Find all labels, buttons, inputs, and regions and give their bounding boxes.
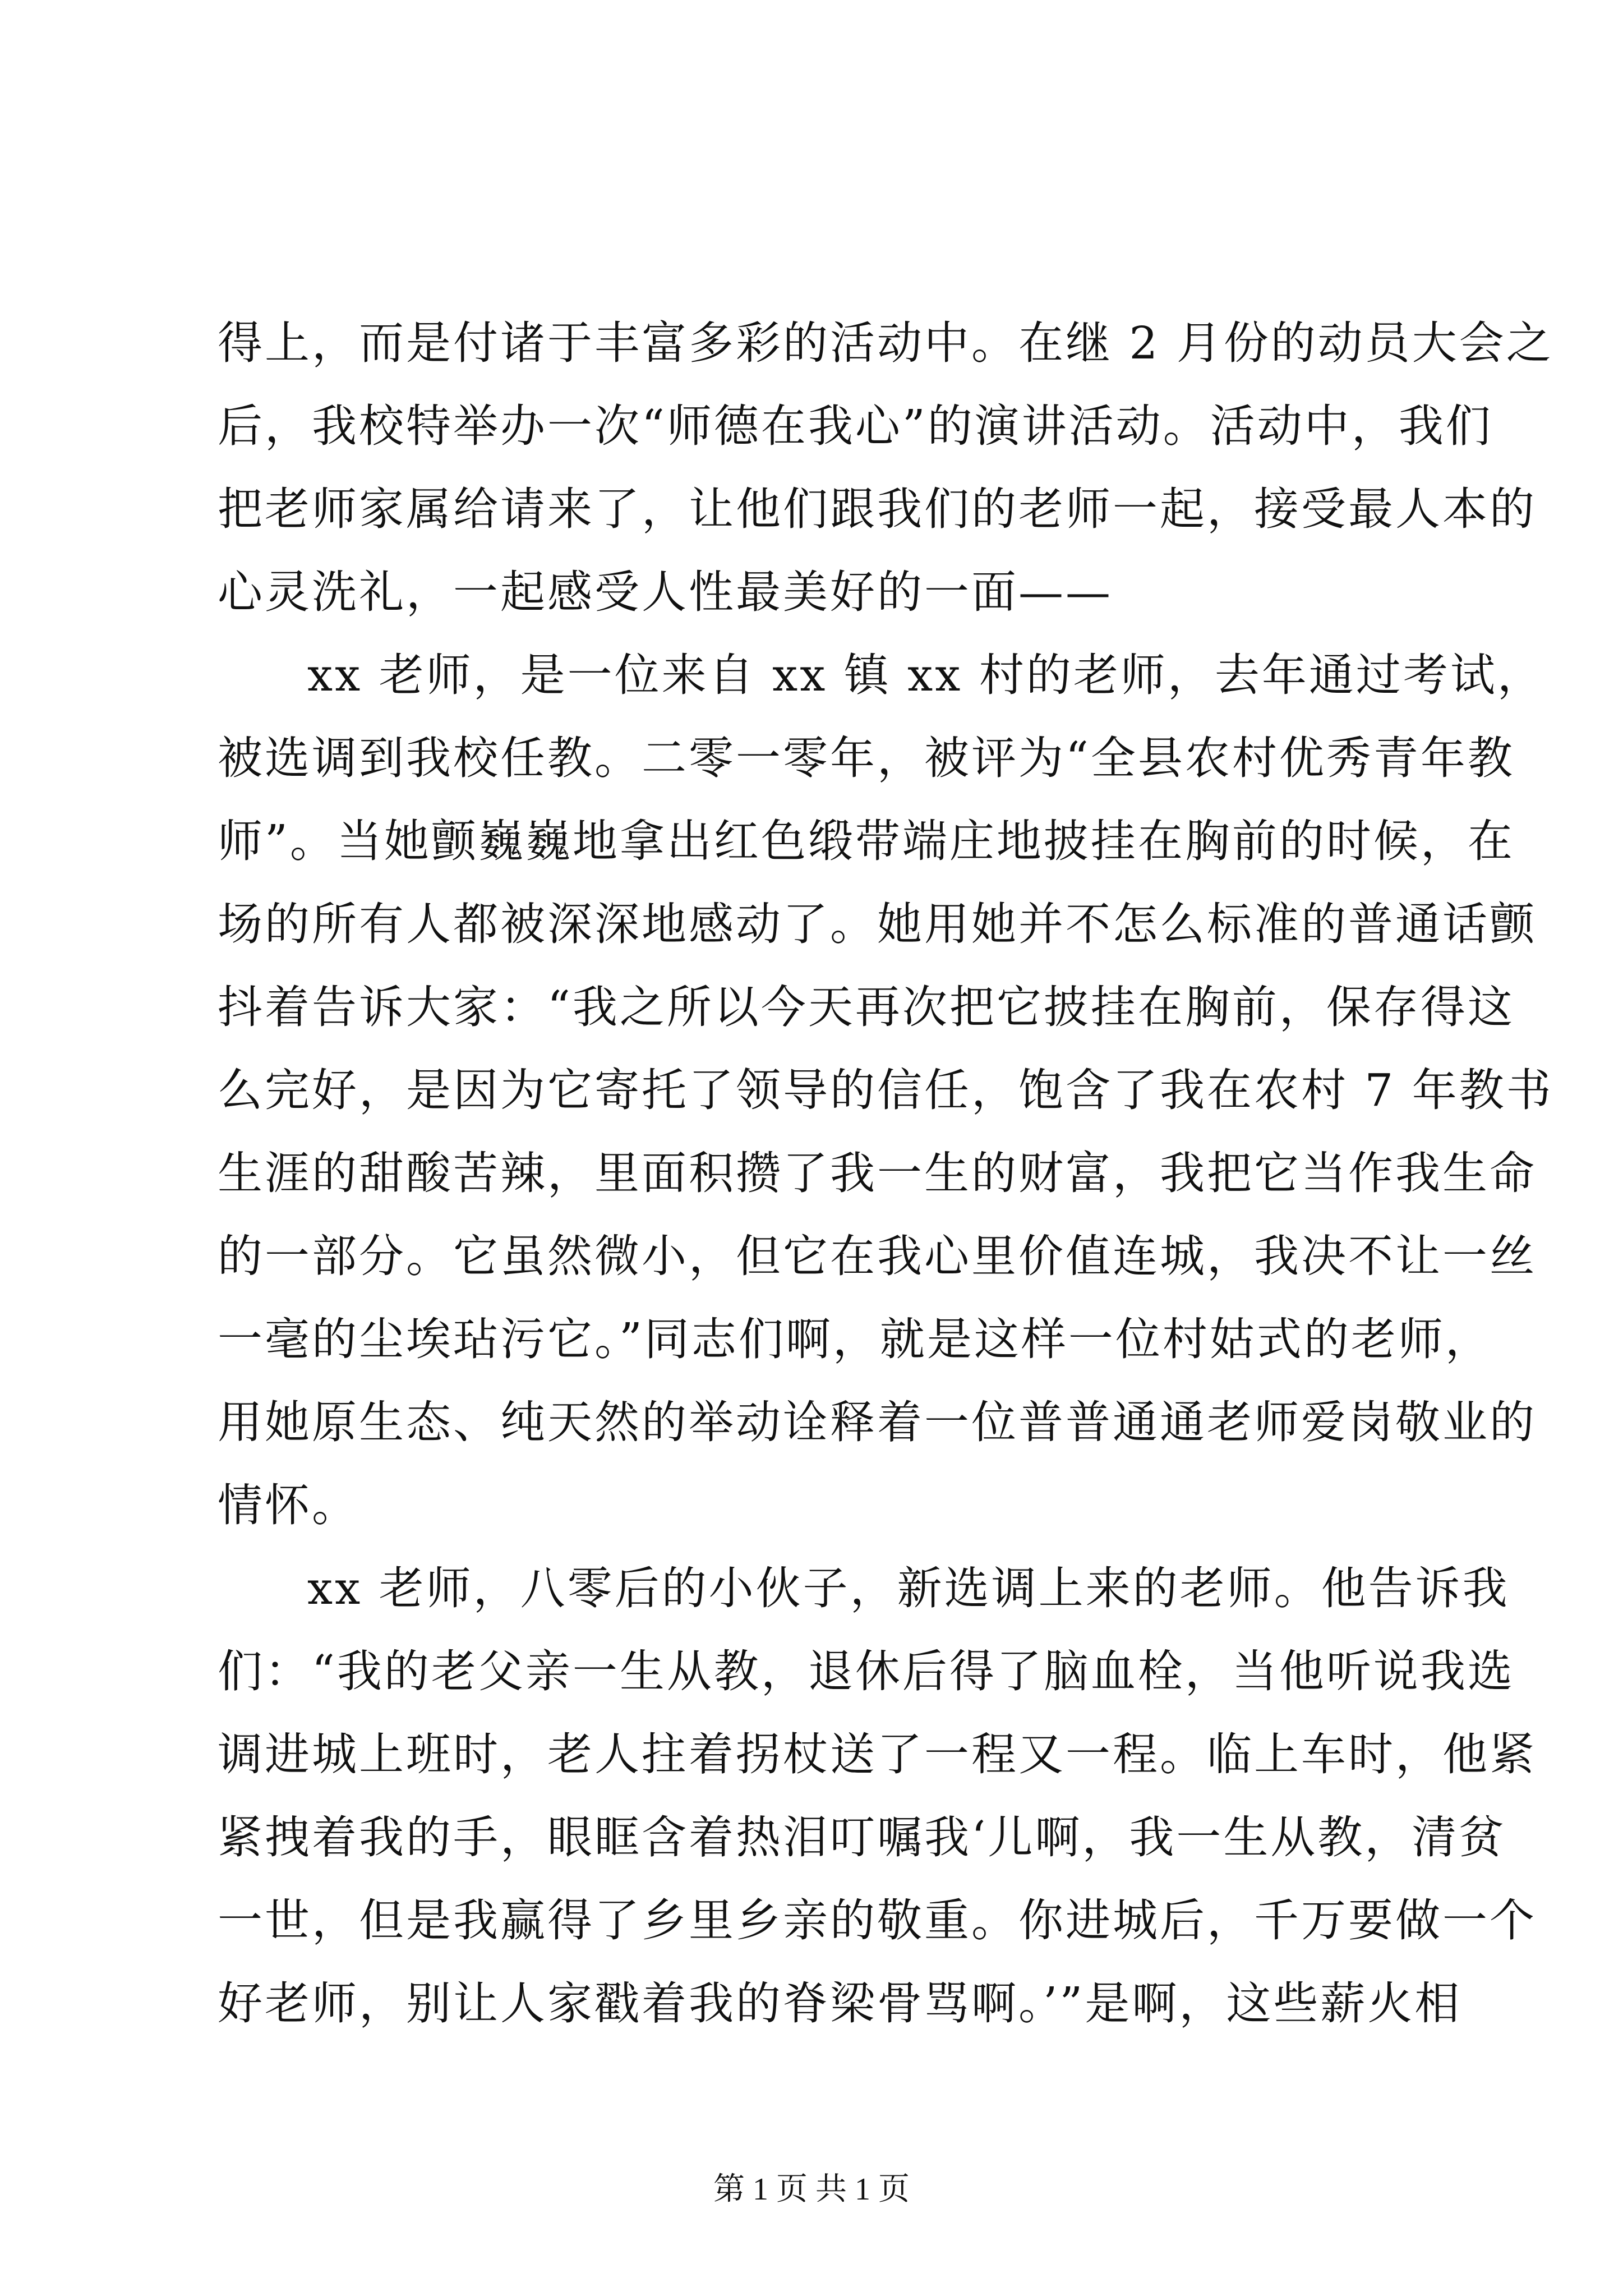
- text-line: 师”。当她颤巍巍地拿出红色缎带端庄地披挂在胸前的时候，在: [218, 815, 1515, 867]
- text-line: 被选调到我校任教。二零一零年，被评为“全县农村优秀青年教: [218, 732, 1515, 784]
- text-line: 得上，而是付诸于丰富多彩的活动中。在继 2 月份的动员大会之: [218, 317, 1553, 369]
- text-line: 好老师，别让人家戳着我的脊梁骨骂啊。’”是啊，这些薪火相: [218, 1977, 1462, 2030]
- paragraph-start-line: xx 老师，八零后的小伙子，新选调上来的老师。他告诉我: [307, 1562, 1510, 1614]
- text-line: 生涯的甜酸苦辣，里面积攒了我一生的财富，我把它当作我生命: [218, 1147, 1537, 1199]
- text-line: 用她原生态、纯天然的举动诠释着一位普普通通老师爱岗敬业的: [218, 1396, 1537, 1448]
- text-line: 情怀。: [218, 1479, 359, 1531]
- text-line: 的一部分。它虽然微小，但它在我心里价值连城，我决不让一丝: [218, 1230, 1537, 1282]
- text-line: 紧拽着我的手，眼眶含着热泪叮嘱我‘儿啊，我一生从教，清贫: [218, 1811, 1506, 1864]
- document-body: [218, 302, 1553, 2045]
- text-line: 一世，但是我赢得了乡里乡亲的敬重。你进城后，千万要做一个: [218, 1894, 1537, 1947]
- text-line: 们：“我的老父亲一生从教，退休后得了脑血栓，当他听说我选: [218, 1645, 1515, 1697]
- text-line: 心灵洗礼，一起感受人性最美好的一面——: [218, 566, 1113, 618]
- text-line: 调进城上班时，老人拄着拐杖送了一程又一程。临上车时，他紧: [218, 1728, 1537, 1780]
- page-footer: [0, 2170, 1623, 2209]
- paragraph-start-line: xx 老师，是一位来自 xx 镇 xx 村的老师，去年通过考试，: [307, 649, 1544, 701]
- text-line: 场的所有人都被深深地感动了。她用她并不怎么标准的普通话颤: [218, 898, 1537, 950]
- text-line: 后，我校特举办一次“师德在我心”的演讲活动。活动中，我们: [218, 400, 1493, 452]
- page-number-label: 第 1 页 共 1 页: [713, 2172, 910, 2207]
- text-line: 么完好，是因为它寄托了领导的信任，饱含了我在农村 7 年教书: [218, 1064, 1553, 1116]
- text-line: 一毫的尘埃玷污它。”同志们啊，就是这样一位村姑式的老师，: [218, 1313, 1492, 1365]
- text-line: 把老师家属给请来了，让他们跟我们的老师一起，接受最人本的: [218, 483, 1537, 535]
- text-line: 抖着告诉大家：“我之所以今天再次把它披挂在胸前，保存得这: [218, 981, 1515, 1033]
